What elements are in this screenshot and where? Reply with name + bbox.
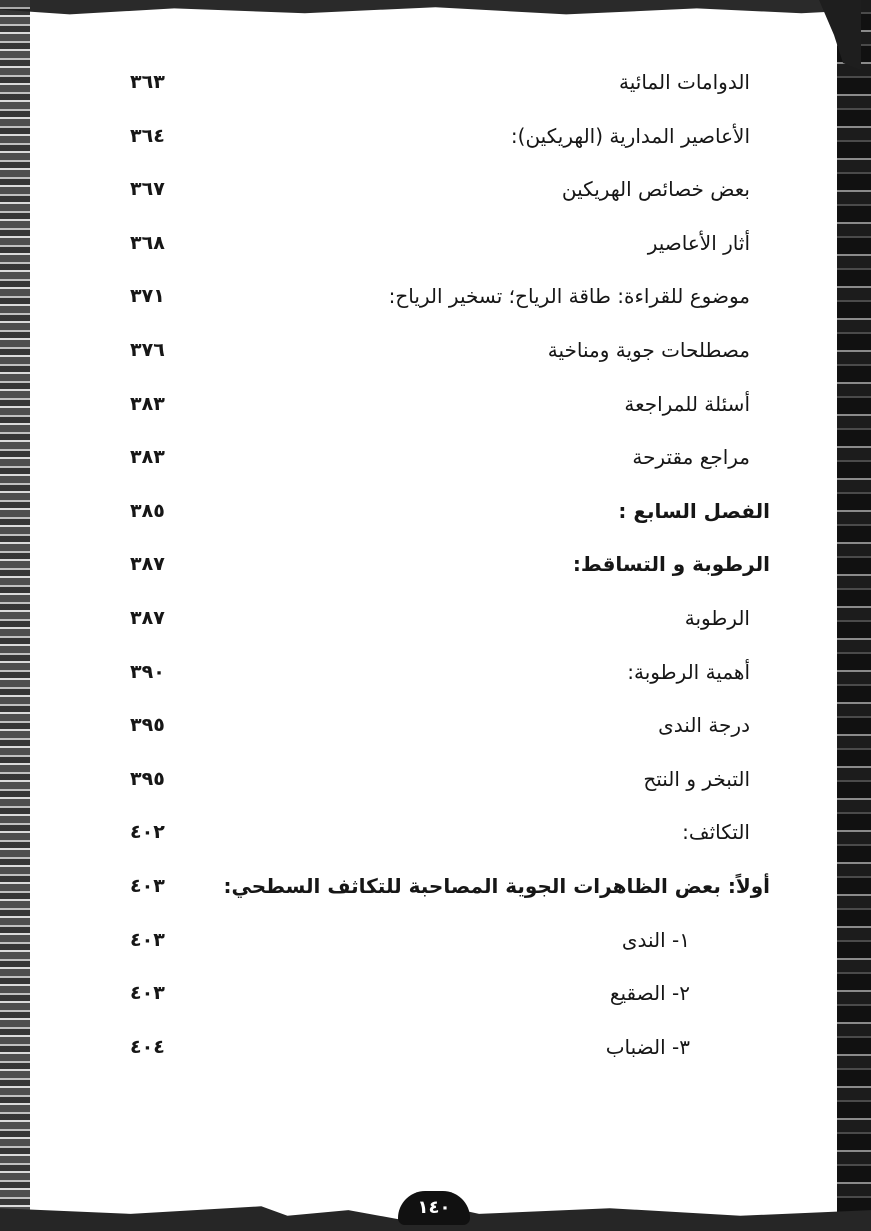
scan-border-top [0, 0, 871, 24]
toc-entry-title: درجة الندى [658, 713, 750, 738]
toc-entry-page: ٣٩٠ [130, 660, 165, 683]
toc-entry-page: ٣٨٧ [130, 606, 165, 629]
toc-entry-page: ٣٩٥ [130, 767, 165, 790]
toc-entry-page: ٤٠٣ [130, 982, 165, 1005]
toc-chapter-heading [130, 484, 770, 538]
toc-entry-title: ٣- الضباب [605, 1034, 690, 1059]
toc-entry-title: أهمية الرطوبة: [627, 659, 750, 684]
toc-entry-title: بعض خصائص الهريكين [561, 177, 750, 202]
toc-entry-title: ١- الندى [621, 927, 690, 952]
toc-entry-page: ٤٠٣ [130, 928, 165, 951]
toc-entry-page: ٤٠٢ [130, 821, 165, 844]
toc-entry-title: أسئلة للمراجعة [624, 391, 750, 416]
toc-entry [130, 1020, 770, 1074]
toc-entry-page: ٣٦٣ [130, 71, 165, 93]
toc-entry [130, 55, 770, 109]
toc-entry [130, 913, 770, 967]
toc-entry-title: الرطوبة [684, 605, 750, 630]
toc-entry-title: مصطلحات جوية ومناخية [547, 337, 750, 362]
toc-entry-page: ٣٦٧ [130, 178, 165, 201]
toc-entry [130, 162, 770, 216]
toc-entry [130, 269, 770, 323]
toc-section-heading [130, 859, 770, 913]
toc-entry [130, 645, 770, 699]
toc-entry-title: الفصل السابع : [618, 498, 770, 523]
toc-entry-page: ٣٧٦ [130, 338, 165, 361]
toc-entry-title: مراجع مقترحة [632, 445, 750, 470]
toc-entry-title: الأعاصير المدارية (الهريكين): [510, 123, 750, 148]
toc-entry-title: الدوامات المائية [619, 70, 750, 94]
toc-entry-title: أولاً: بعض الظاهرات الجوية المصاحبة للتكاثف السطحي: [223, 873, 770, 898]
toc-entry [130, 966, 770, 1020]
toc-entry-title: التبخر و النتح [643, 766, 750, 791]
toc-entry [130, 698, 770, 752]
toc-entry-title: الرطوبة و التساقط: [572, 552, 770, 577]
toc-entry-page: ٣٦٨ [130, 231, 165, 254]
toc-entry [130, 109, 770, 163]
page-number: ١٤٠ [398, 1191, 470, 1225]
toc-entry-page: ٣٧١ [130, 285, 165, 308]
toc-entry [130, 216, 770, 270]
toc-entry-title: موضوع للقراءة: طاقة الرياح؛ تسخير الرياح: [388, 284, 750, 309]
toc-entry [130, 377, 770, 431]
toc-entry-page: ٤٠٣ [130, 874, 165, 897]
scan-border-right [837, 0, 871, 1231]
toc-entry-page: ٣٩٥ [130, 714, 165, 737]
toc-entry [130, 323, 770, 377]
toc-entry-title: ٢- الصقيع [609, 981, 690, 1006]
toc-entry-page: ٣٨٥ [130, 499, 165, 522]
toc-entry [130, 591, 770, 645]
scan-border-left [0, 0, 30, 1231]
table-of-contents [130, 55, 770, 1073]
toc-entry-page: ٣٦٤ [130, 124, 165, 147]
toc-entry-page: ٣٨٣ [130, 446, 165, 469]
toc-entry-title: التكاثف: [682, 820, 750, 845]
toc-entry [130, 805, 770, 859]
toc-chapter-heading [130, 537, 770, 591]
toc-entry [130, 752, 770, 806]
toc-entry-page: ٤٠٤ [130, 1035, 165, 1058]
toc-entry-title: أثار الأعاصير [647, 230, 750, 255]
toc-entry-page: ٣٨٧ [130, 553, 165, 576]
toc-entry [130, 430, 770, 484]
toc-entry-page: ٣٨٣ [130, 392, 165, 415]
